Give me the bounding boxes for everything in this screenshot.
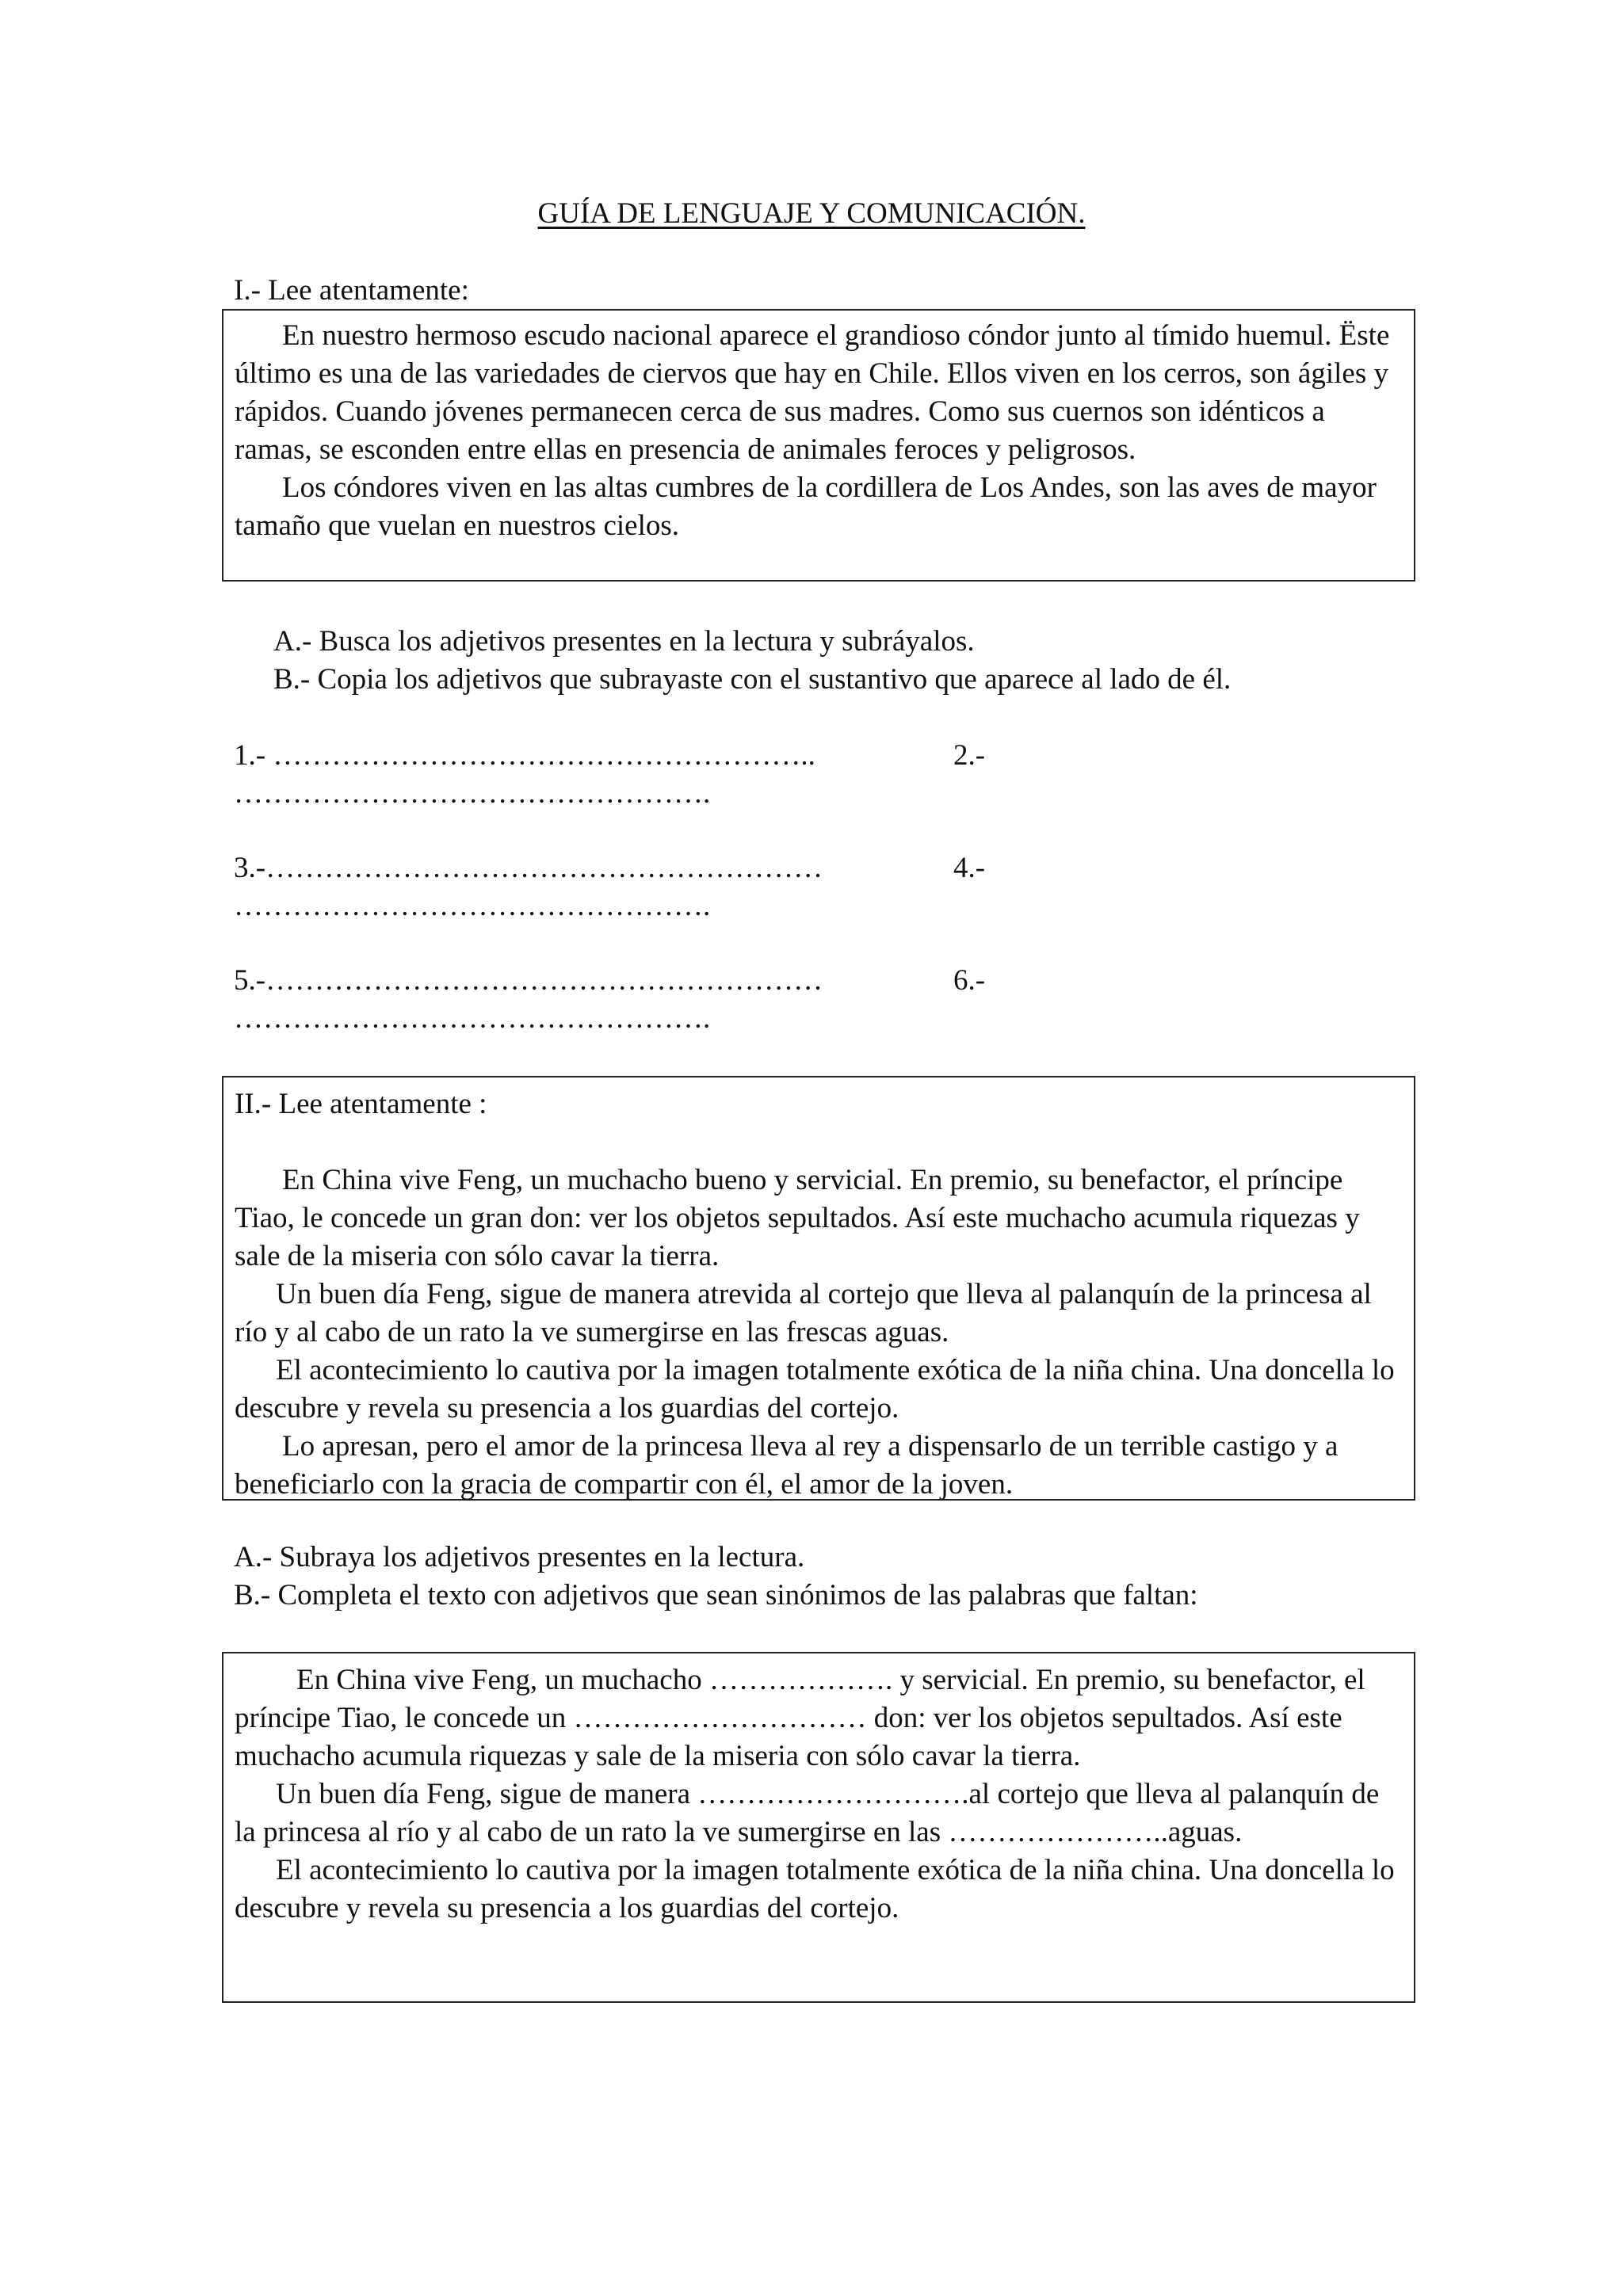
reading-paragraph: Un buen día Feng, sigue de manera atrevida al cortejo que lleva al palanquín de la princesa al río y al cabo de un rato la ve sumergirse en las frescas aguas. bbox=[235, 1278, 1372, 1348]
section-1-reading-box bbox=[222, 309, 1415, 582]
instruction-a: A.- Busca los adjetivos presentes en la lectura y subráyalos. bbox=[273, 625, 975, 658]
reading-paragraph: Los cóndores viven en las altas cumbres de la cordillera de Los Andes, son las aves de mayor tamaño que vuelan en nuestros cielos. bbox=[235, 471, 1377, 542]
reading-paragraph: El acontecimiento lo cautiva por la imagen totalmente exótica de la niña china. Una doncella lo descubre y revela su presencia a los guardias del cortejo. bbox=[235, 1354, 1395, 1425]
answer-line-6: 6.- bbox=[953, 964, 986, 997]
answer-line-6-cont: …………………………………………. bbox=[234, 1002, 711, 1035]
cloze-paragraph: Un buen día Feng, sigue de manera ……………………….al cortejo que lleva al palanquín de la princesa al río y al cabo de un rato la ve sumergirse en las …………………..aguas. bbox=[235, 1778, 1380, 1848]
instruction-b: B.- Copia los adjetivos que subrayaste con el sustantivo que aparece al lado de él. bbox=[273, 663, 1232, 696]
answer-line-4-cont: …………………………………………. bbox=[234, 890, 711, 922]
answer-line-4: 4.- bbox=[953, 852, 986, 884]
instruction-b-2: B.- Completa el texto con adjetivos que sean sinónimos de las palabras que faltan: bbox=[234, 1579, 1198, 1611]
answer-line-5: 5.-………………………………………………… bbox=[234, 964, 823, 997]
answer-line-3: 3.-………………………………………………… bbox=[234, 852, 823, 884]
answer-line-1: 1.- ……………………………………………….. bbox=[234, 739, 815, 772]
section-2-heading: II.- Lee atentamente : bbox=[235, 1088, 487, 1120]
page-title: GUÍA DE LENGUAJE Y COMUNICACIÓN. bbox=[537, 197, 1086, 230]
cloze-paragraph: En China vive Feng, un muchacho ………………. y servicial. En premio, su benefactor, el príncipe Tiao, le concede un ………………………… don: ver los objetos sepultados. Así este muchacho acumula riquezas y sale de la miseria con sólo cavar la tierra. bbox=[235, 1664, 1365, 1772]
instruction-a-2: A.- Subraya los adjetivos presentes en la lectura. bbox=[234, 1541, 805, 1573]
reading-paragraph: En nuestro hermoso escudo nacional aparece el grandioso cóndor junto al tímido huemul. Ëste último es una de las variedades de ciervos que hay en Chile. Ellos viven en los cerros, son ágiles y rápidos. Cuando jóvenes permanecen cerca de sus madres. Como sus cuernos son idénticos a ramas, se esconden entre ellas en presencia de animales feroces y peligrosos. bbox=[235, 319, 1390, 466]
reading-paragraph: Lo apresan, pero el amor de la princesa lleva al rey a dispensarlo de un terrible castigo y a beneficiarlo con la gracia de compartir con él, el amor de la joven. bbox=[235, 1430, 1338, 1501]
answer-line-2-cont: …………………………………………. bbox=[234, 777, 711, 810]
answer-line-2: 2.- bbox=[953, 739, 986, 772]
cloze-box bbox=[222, 1652, 1415, 2003]
cloze-paragraph: El acontecimiento lo cautiva por la imagen totalmente exótica de la niña china. Una doncella lo descubre y revela su presencia a los guardias del cortejo. bbox=[235, 1854, 1395, 1924]
section-1-heading: I.- Lee atentamente: bbox=[234, 274, 469, 307]
section-2-reading-box bbox=[222, 1076, 1415, 1501]
reading-paragraph: En China vive Feng, un muchacho bueno y servicial. En premio, su benefactor, el príncipe Tiao, le concede un gran don: ver los objetos sepultados. Así este muchacho acumula riquezas y sale de la miseria con sólo cavar la tierra. bbox=[235, 1164, 1360, 1272]
